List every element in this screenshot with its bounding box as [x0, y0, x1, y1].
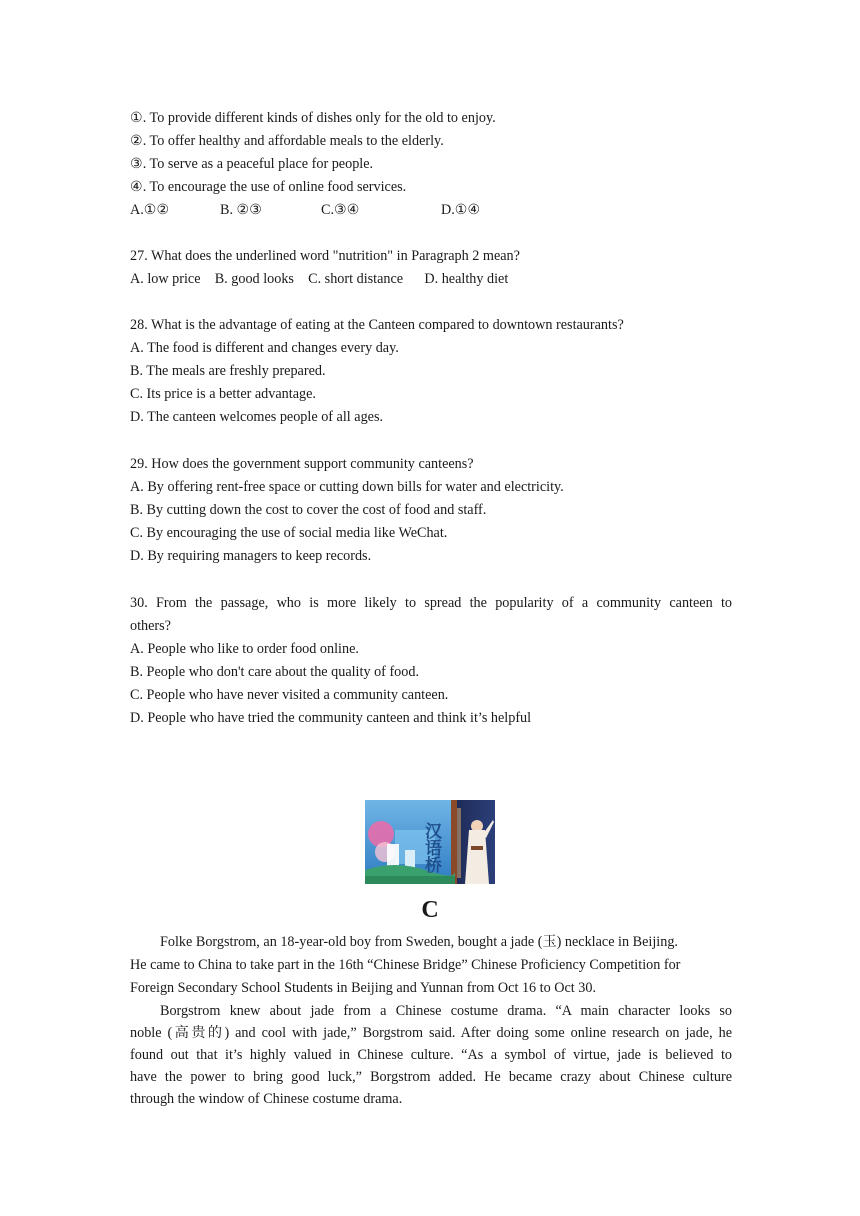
q28-option-b: B. The meals are freshly prepared.	[130, 363, 326, 379]
q30-question-line-1: 30. From the passage, who is more likely to spread the popularity of a community canteen to	[130, 595, 732, 611]
q26-options	[130, 200, 530, 220]
q26-item-1: ①. To provide different kinds of dishes only for the old to enjoy.	[130, 110, 496, 126]
q26-item-4: ④. To encourage the use of online food services.	[130, 179, 407, 195]
q26-option-b: B. ②③	[220, 202, 262, 218]
passage-p1-line-3: Foreign Secondary School Students in Beijing and Yunnan from Oct 16 to Oct 30.	[130, 980, 597, 996]
q30-option-c: C. People who have never visited a community canteen.	[130, 687, 449, 703]
q26-item-3: ③. To serve as a peaceful place for people.	[130, 156, 374, 172]
q29-option-b: B. By cutting down the cost to cover the cost of food and staff.	[130, 502, 487, 518]
q26-option-a: A.①②	[130, 202, 170, 218]
q30-option-a: A. People who like to order food online.	[130, 641, 359, 657]
chinese-bridge-photo-illustration	[365, 800, 495, 884]
passage-p2-line-2: noble (高贵的) and cool with jade,” Borgstrom said. After doing some online research on jade, he	[130, 1025, 732, 1041]
q30-question-line-2: others?	[130, 618, 171, 634]
q29-option-a: A. By offering rent-free space or cutting down bills for water and electricity.	[130, 479, 564, 495]
q29-option-c: C. By encouraging the use of social media like WeChat.	[130, 525, 448, 541]
q29-option-d: D. By requiring managers to keep records.	[130, 548, 372, 564]
passage-p1-line-1: Folke Borgstrom, an 18-year-old boy from Sweden, bought a jade (玉) necklace in Beijing.	[160, 934, 678, 950]
q28-option-a: A. The food is different and changes every day.	[130, 340, 399, 356]
passage-p1-line-2: He came to China to take part in the 16th “Chinese Bridge” Chinese Proficiency Competition for	[130, 957, 681, 973]
q26-option-c: C.③④	[321, 202, 360, 218]
q28-option-d: D. The canteen welcomes people of all ages.	[130, 409, 384, 425]
passage-p2-line-4: have the power to bring good luck,” Borgstrom added. He became crazy about Chinese culture	[130, 1069, 732, 1085]
passage-p2-line-5: through the window of Chinese costume drama.	[130, 1091, 403, 1107]
chinese-bridge-poster-title: 汉语桥	[421, 822, 441, 873]
q30-option-d: D. People who have tried the community canteen and think it’s helpful	[130, 710, 532, 726]
q28-question: 28. What is the advantage of eating at the Canteen compared to downtown restaurants?	[130, 317, 624, 333]
q26-option-d: D.①④	[441, 202, 481, 218]
q28-option-c: C. Its price is a better advantage.	[130, 386, 316, 402]
q29-question: 29. How does the government support community canteens?	[130, 456, 474, 472]
q26-item-2: ②. To offer healthy and affordable meals to the elderly.	[130, 133, 444, 149]
passage-p2-line-1: Borgstrom knew about jade from a Chinese costume drama. “A main character looks so	[160, 1003, 732, 1019]
chinese-bridge-photo	[365, 800, 495, 884]
q27-options: A. low price B. good looks C. short distance D. healthy diet	[130, 271, 509, 287]
q27-question: 27. What does the underlined word "nutrition" in Paragraph 2 mean?	[130, 248, 520, 264]
passage-p2-line-3: found out that it’s highly valued in Chinese culture. “As a symbol of virtue, jade is believed to	[130, 1047, 732, 1063]
q30-option-b: B. People who don't care about the quality of food.	[130, 664, 420, 680]
passage-title: C	[421, 897, 439, 923]
